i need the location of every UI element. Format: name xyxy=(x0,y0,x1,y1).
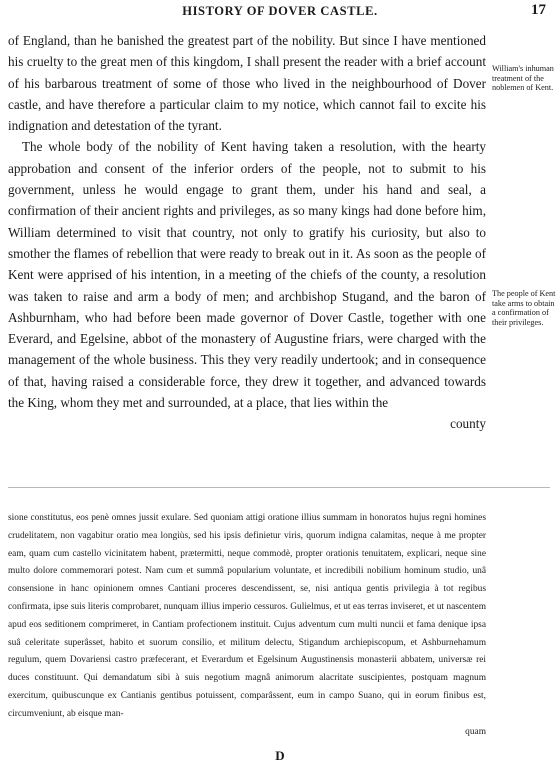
running-title: HISTORY OF DOVER CASTLE. xyxy=(182,4,378,18)
footnote-catchword: quam xyxy=(465,726,486,737)
latin-footnote-text: sione constitutus, eos penè omnes jussit exulare. Sed quoniam attigi oratione illius summam in honoratos hujus regni homines crudelitatem, non vagabitur oratio mea longiùs, sed his ipsis definietur viris, quorum indigna calamitas, neque à me propter eam, quam cum castello vicinitatem habent, prætermitti, neque commodè, propter orationis tenuitatem, explicari, neque sine multo dolore commemorari potest. Nam cum et summâ popularium voluntate, et incredibili nobilium hominum studio, unâ consensione in hanc opinionem omnes Cantiani proceres descendissent, se, nisi antiqua gentis privilegia à tot regibus confirmata, ipse suis literis comprobaret, nunquam illius imperio cessuros. Gulielmus, et ut eas terras inviseret, et ut nascentem apud eos seditionem comprimeret, in Cantiam profectionem instituit. Cujus adventum cum multi nuncii et fama denique ipsa suâ celeritate superâsset, habito et suorum consilio, et militum delectu, Stigandum archiepiscopum, et Ashburnehamum regulum, quem Dovariensi castro præfecerant, et Everardum et Egelsinum Augustinensis monasterii abbatem, universæ rei duces constituunt. Qui demandatum sibi à suis negotium magnâ animorum alacritate suscipientes, postquam magnum exercitum, quibuscunque ex Cantianis gentibus potuissent, comparâssent, eum in campo Suano, qui in eorum finibus est, circumveniunt, ab eisque man- xyxy=(8,513,486,719)
page-header xyxy=(0,4,560,24)
page-number: 17 xyxy=(531,2,546,18)
signature-mark: D xyxy=(275,748,285,763)
latin-footnote xyxy=(8,510,486,741)
footnote-divider xyxy=(8,487,550,488)
catchword: county xyxy=(450,416,486,432)
main-text xyxy=(8,30,486,435)
paragraph-1: of England, than he banished the greatest part of the nobility. But since I have mentioned his cruelty to the great men of this kingdom, I shall present the reader with a brief account of his barbarous treatment of some of those who lived in the neighbourhood of Dover castle, and have therefore a particular claim to my notice, which cannot fail to excite his indignation and detestation of the tyrant. xyxy=(8,33,486,134)
paragraph-2: The whole body of the nobility of Kent having taken a resolution, with the hearty approbation and consent of the inferior orders of the people, not to submit to his government, unless he would engage to grant them, under his hand and seal, a confirmation of their ancient rights and privileges, as so many kings had done before him, William determined to visit that country, not only to gratify his curiosity, but also to smother the flames of rebellion that were ready to break out in it. As soon as the people of Kent were apprised of his intention, in a meeting of the chiefs of the county, a resolution was taken to raise and arm a body of men; and archbishop Stugand, and the baron of Ashburnham, who had before been made governor of Dover Castle, together with one Everard, and Egelsine, abbot of the monastery of Augustine friars, were charged with the management of the whole business. This they very readily undertook; and in consequence of that, having raised a considerable force, they drew it together, and advanced towards the King, whom they met and surrounded, at a place, that lies within the xyxy=(8,139,486,411)
sidenote-william-cruelty: William's inhuman treatment of the noblemen of Kent. xyxy=(492,64,554,93)
sidenote-kent-arms: The people of Kent take arms to obtain a confirmation of their privileges. xyxy=(492,289,556,327)
